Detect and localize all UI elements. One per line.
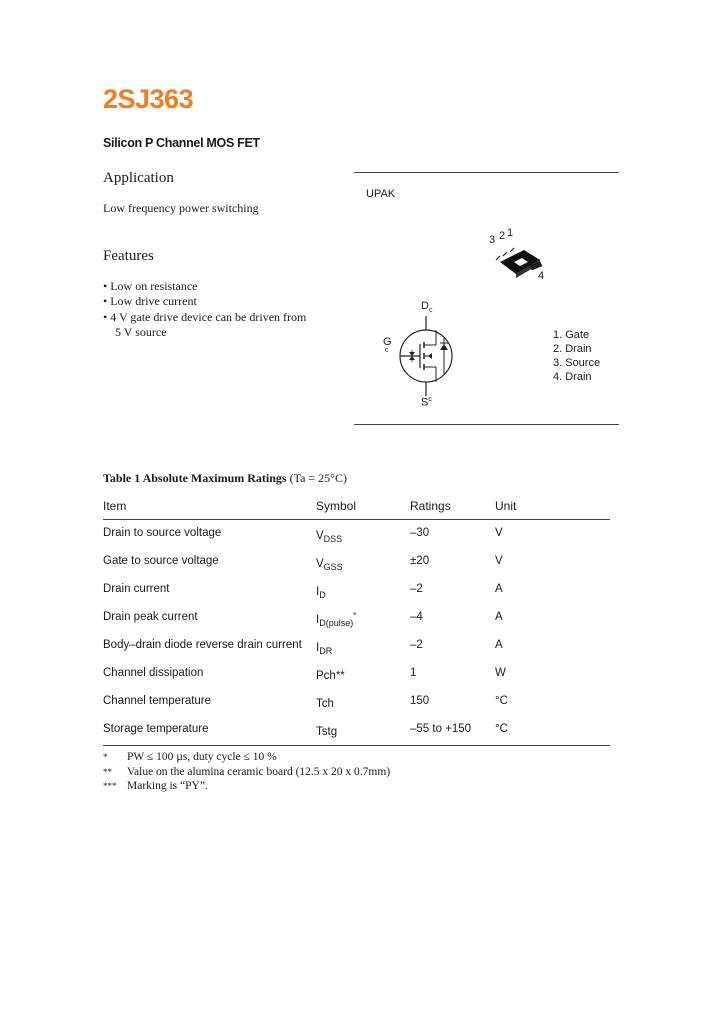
package-name: UPAK	[366, 188, 396, 200]
row-rating: –55 to +150	[410, 723, 472, 735]
pin-list-item: 2. Drain	[553, 343, 592, 355]
pin-number-2: 2	[499, 230, 506, 242]
feature-item: • Low on resistance	[103, 279, 198, 293]
package-box-top-rule	[354, 172, 619, 173]
drain-label: $D_c$	[421, 300, 433, 315]
row-item: Drain current	[103, 583, 170, 595]
pin-number-4: 4	[538, 270, 545, 282]
table-caption-condition: (Ta = 25°C)	[289, 471, 347, 485]
row-item: Drain to source voltage	[103, 527, 222, 539]
note-mark: ***	[103, 781, 117, 791]
row-rating: 1	[410, 667, 417, 679]
row-symbol: Pch**	[316, 670, 345, 682]
device-subtitle: Silicon P Channel MOS FET	[103, 136, 260, 150]
pin-number-3: 3	[489, 234, 496, 246]
row-symbol: $I_{DR}$	[316, 642, 333, 656]
note-mark: *	[103, 752, 108, 762]
feature-item-text: Low drive current	[110, 294, 197, 308]
table-header-item: Item	[103, 499, 127, 513]
row-rating: –2	[410, 583, 423, 595]
row-rating: 150	[410, 695, 430, 707]
pin-list-item: 3. Source	[553, 357, 601, 369]
row-unit: A	[495, 611, 503, 623]
row-item: Drain peak current	[103, 611, 198, 623]
feature-item-continued: 5 V source	[115, 325, 167, 339]
features-heading: Features	[103, 248, 154, 264]
feature-item: • Low drive current	[103, 294, 197, 308]
table-header-rule	[103, 519, 610, 520]
row-symbol: Tch	[316, 698, 334, 710]
upak-package-icon	[490, 238, 550, 280]
source-label: $S^c$	[421, 396, 432, 409]
row-unit: °C	[495, 723, 508, 735]
gate-label-sub: c	[385, 347, 389, 354]
row-item: Channel temperature	[103, 695, 212, 707]
row-unit: A	[495, 583, 503, 595]
mosfet-symbol-icon	[392, 316, 464, 398]
gate-label: G	[383, 336, 392, 348]
row-symbol: $V_{DSS}$	[316, 530, 343, 544]
table-caption-title: Table 1 Absolute Maximum Ratings	[103, 471, 287, 485]
pin-list-item: 4. Drain	[553, 371, 592, 383]
feature-item: • 4 V gate drive device can be driven from	[103, 310, 307, 324]
row-unit: V	[495, 527, 503, 539]
row-item: Gate to source voltage	[103, 555, 219, 567]
row-rating: –2	[410, 639, 423, 651]
row-rating: –4	[410, 611, 423, 623]
table-bottom-rule	[103, 745, 610, 746]
row-symbol: $I_D$	[316, 586, 326, 600]
application-text: Low frequency power switching	[103, 201, 259, 215]
pin-number-1: 1	[507, 227, 514, 239]
table-caption	[103, 471, 347, 486]
row-symbol: $I_{D(pulse)}^*$	[316, 611, 357, 628]
row-unit: V	[495, 555, 503, 567]
row-item: Body–drain diode reverse drain current	[103, 639, 302, 651]
note-mark: **	[103, 767, 112, 777]
application-heading: Application	[103, 170, 174, 186]
pin-list-item: 1. Gate	[553, 329, 590, 341]
note-text: PW ≤ 100 µs, duty cycle ≤ 10 %	[127, 751, 277, 763]
row-item: Storage temperature	[103, 723, 209, 735]
table-header-unit: Unit	[495, 499, 517, 513]
part-number-title: 2SJ363	[103, 84, 194, 114]
row-symbol: Tstg	[316, 726, 338, 738]
row-symbol: $V_{GSS}$	[316, 558, 343, 572]
feature-item-text: 4 V gate drive device can be driven from	[110, 310, 307, 324]
package-box-bottom-rule	[354, 424, 619, 425]
row-unit: W	[495, 667, 506, 679]
note-text: Marking is “PY”.	[127, 780, 208, 792]
note-text: Value on the alumina ceramic board (12.5 x 20 x 0.7mm)	[127, 766, 391, 778]
row-rating: –30	[410, 527, 430, 539]
feature-item-text: Low on resistance	[110, 279, 198, 293]
row-item: Channel dissipation	[103, 667, 204, 679]
row-unit: A	[495, 639, 503, 651]
row-unit: °C	[495, 695, 508, 707]
row-rating: ±20	[410, 555, 430, 567]
table-header-ratings: Ratings	[410, 499, 451, 513]
table-header-symbol: Symbol	[316, 499, 357, 513]
